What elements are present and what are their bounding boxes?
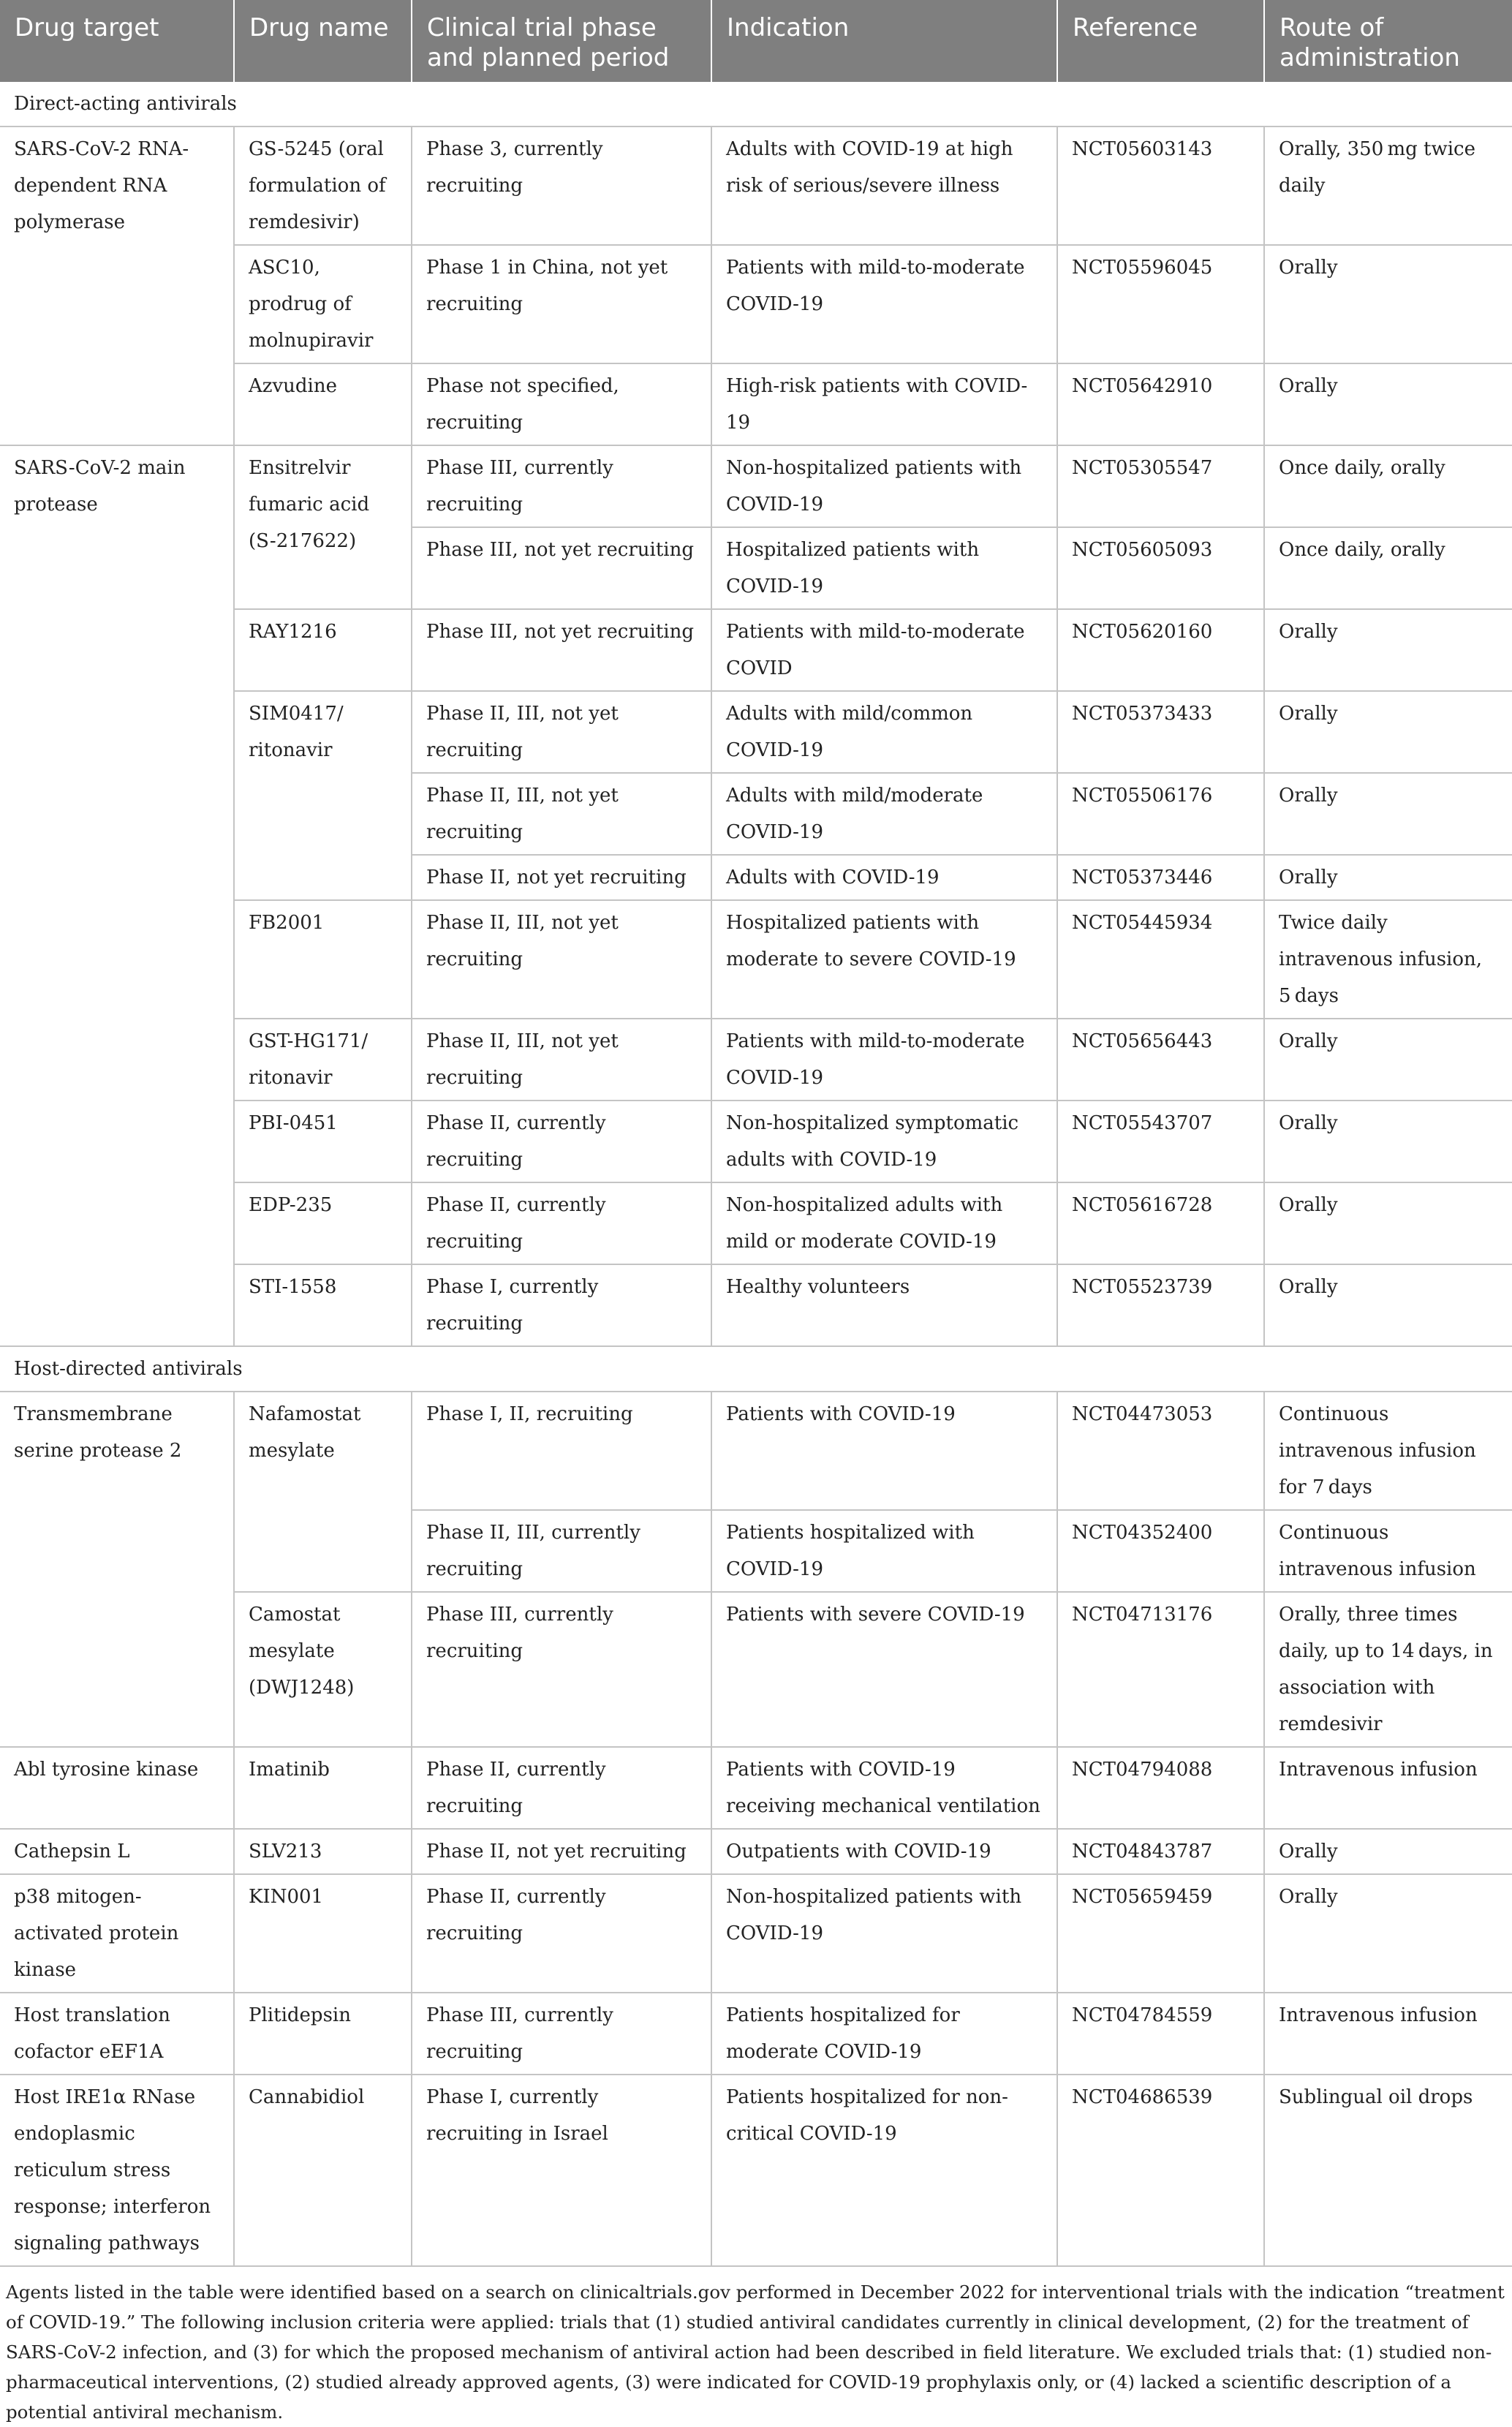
section-row [0, 82, 1512, 127]
indication-cell: Adults with COVID-19 at high risk of serious/severe illness [711, 127, 1057, 245]
phase-cell: Phase I, II, recruiting [412, 1392, 711, 1510]
drug-target-cell: Host IRE1α RNase endoplasmic reticulum stress response; interferon signaling pathways [0, 2075, 234, 2266]
drug-name-cell: Cannabidiol [234, 2075, 412, 2266]
drug-target-cell: Host translation cofactor eEF1A [0, 1993, 234, 2075]
reference-cell: NCT05373433 [1057, 691, 1264, 773]
phase-cell: Phase II, III, not yet recruiting [412, 900, 711, 1019]
route-cell: Twice daily intravenous infusion, 5 days [1264, 900, 1512, 1019]
drug-target-cell: Abl tyrosine kinase [0, 1747, 234, 1829]
route-cell: Orally [1264, 609, 1512, 691]
indication-cell: Patients with mild-to-moderate COVID-19 [711, 1019, 1057, 1101]
indication-cell: Adults with COVID-19 [711, 855, 1057, 900]
phase-cell: Phase III, not yet recruiting [412, 609, 711, 691]
route-cell: Orally [1264, 1101, 1512, 1182]
reference-cell: NCT05620160 [1057, 609, 1264, 691]
indication-cell: Hospitalized patients with COVID-19 [711, 527, 1057, 609]
reference-cell: NCT05616728 [1057, 1182, 1264, 1264]
reference-cell: NCT05603143 [1057, 127, 1264, 245]
reference-cell: NCT05605093 [1057, 527, 1264, 609]
phase-cell: Phase II, not yet recruiting [412, 855, 711, 900]
table-row [0, 445, 1512, 527]
header-phase: Clinical trial phase and planned period [412, 0, 711, 82]
drug-target-cell: Cathepsin L [0, 1829, 234, 1874]
route-cell: Once daily, orally [1264, 527, 1512, 609]
reference-cell: NCT05506176 [1057, 773, 1264, 855]
phase-cell: Phase II, currently recruiting [412, 1747, 711, 1829]
indication-cell: High-risk patients with COVID-19 [711, 363, 1057, 445]
header-drug-target: Drug target [0, 0, 234, 82]
phase-cell: Phase I, currently recruiting [412, 1264, 711, 1346]
table-row [0, 1874, 1512, 1993]
drug-name-cell: EDP-235 [234, 1182, 412, 1264]
reference-cell: NCT05373446 [1057, 855, 1264, 900]
drug-name-cell: ASC10, prodrug of molnupiravir [234, 245, 412, 363]
drug-target-cell: SARS-CoV-2 main protease [0, 445, 234, 1346]
drug-target-cell: p38 mitogen-activated protein kinase [0, 1874, 234, 1993]
header-reference: Reference [1057, 0, 1264, 82]
phase-cell: Phase III, currently recruiting [412, 445, 711, 527]
reference-cell: NCT05596045 [1057, 245, 1264, 363]
phase-cell: Phase II, III, not yet recruiting [412, 773, 711, 855]
route-cell: Orally [1264, 1874, 1512, 1993]
drug-name-cell: Plitidepsin [234, 1993, 412, 2075]
route-cell: Sublingual oil drops [1264, 2075, 1512, 2266]
route-cell: Intravenous infusion [1264, 1993, 1512, 2075]
indication-cell: Adults with mild/moderate COVID-19 [711, 773, 1057, 855]
indication-cell: Non-hospitalized patients with COVID-19 [711, 1874, 1057, 1993]
reference-cell: NCT04473053 [1057, 1392, 1264, 1510]
route-cell: Orally [1264, 1264, 1512, 1346]
phase-cell: Phase III, currently recruiting [412, 1592, 711, 1747]
reference-cell: NCT05543707 [1057, 1101, 1264, 1182]
phase-cell: Phase II, currently recruiting [412, 1101, 711, 1182]
header-indication: Indication [711, 0, 1057, 82]
drug-name-cell: FB2001 [234, 900, 412, 1019]
table-header [0, 0, 1512, 82]
route-cell: Orally [1264, 1182, 1512, 1264]
reference-cell: NCT05523739 [1057, 1264, 1264, 1346]
phase-cell: Phase III, not yet recruiting [412, 527, 711, 609]
route-cell: Continuous intravenous infusion [1264, 1510, 1512, 1592]
phase-cell: Phase I, currently recruiting in Israel [412, 2075, 711, 2266]
route-cell: Orally [1264, 1019, 1512, 1101]
indication-cell: Patients with mild-to-moderate COVID-19 [711, 245, 1057, 363]
drug-name-cell: Nafamostat mesylate [234, 1392, 412, 1592]
reference-cell: NCT04784559 [1057, 1993, 1264, 2075]
table-row [0, 127, 1512, 245]
phase-cell: Phase II, III, not yet recruiting [412, 1019, 711, 1101]
table-row [0, 1392, 1512, 1510]
indication-cell: Patients with severe COVID-19 [711, 1592, 1057, 1747]
drug-name-cell: Imatinib [234, 1747, 412, 1829]
route-cell: Once daily, orally [1264, 445, 1512, 527]
drug-target-cell: Transmembrane serine protease 2 [0, 1392, 234, 1747]
reference-cell: NCT05642910 [1057, 363, 1264, 445]
reference-cell: NCT04686539 [1057, 2075, 1264, 2266]
drug-name-cell: GST-HG171/ ritonavir [234, 1019, 412, 1101]
indication-cell: Non-hospitalized symptomatic adults with COVID-19 [711, 1101, 1057, 1182]
table-row [0, 1829, 1512, 1874]
route-cell: Orally [1264, 855, 1512, 900]
route-cell: Orally [1264, 363, 1512, 445]
drug-name-cell: Azvudine [234, 363, 412, 445]
route-cell: Intravenous infusion [1264, 1747, 1512, 1829]
drug-name-cell: PBI-0451 [234, 1101, 412, 1182]
header-row [0, 0, 1512, 82]
table-row [0, 1993, 1512, 2075]
route-cell: Continuous intravenous infusion for 7 days [1264, 1392, 1512, 1510]
route-cell: Orally [1264, 691, 1512, 773]
table-row [0, 2075, 1512, 2266]
header-route: Route of administration [1264, 0, 1512, 82]
drug-name-cell: SLV213 [234, 1829, 412, 1874]
indication-cell: Adults with mild/common COVID-19 [711, 691, 1057, 773]
route-cell: Orally [1264, 245, 1512, 363]
phase-cell: Phase III, currently recruiting [412, 1993, 711, 2075]
table-body [0, 82, 1512, 2266]
indication-cell: Patients hospitalized with COVID-19 [711, 1510, 1057, 1592]
drug-name-cell: Ensitrelvir fumaric acid (S-217622) [234, 445, 412, 609]
indication-cell: Outpatients with COVID-19 [711, 1829, 1057, 1874]
reference-cell: NCT04352400 [1057, 1510, 1264, 1592]
drug-name-cell: RAY1216 [234, 609, 412, 691]
route-cell: Orally, three times daily, up to 14 days, in association with remdesivir [1264, 1592, 1512, 1747]
phase-cell: Phase 3, currently recruiting [412, 127, 711, 245]
drug-name-cell: Camostat mesylate (DWJ1248) [234, 1592, 412, 1747]
indication-cell: Non-hospitalized adults with mild or moderate COVID-19 [711, 1182, 1057, 1264]
indication-cell: Healthy volunteers [711, 1264, 1057, 1346]
indication-cell: Patients hospitalized for moderate COVID-19 [711, 1993, 1057, 2075]
phase-cell: Phase II, III, currently recruiting [412, 1510, 711, 1592]
drug-name-cell: KIN001 [234, 1874, 412, 1993]
table-row [0, 1747, 1512, 1829]
route-cell: Orally [1264, 1829, 1512, 1874]
indication-cell: Hospitalized patients with moderate to severe COVID-19 [711, 900, 1057, 1019]
drug-name-cell: STI-1558 [234, 1264, 412, 1346]
section-row [0, 1346, 1512, 1392]
section-label: Direct-acting antivirals [0, 82, 1512, 127]
reference-cell: NCT05305547 [1057, 445, 1264, 527]
reference-cell: NCT05445934 [1057, 900, 1264, 1019]
route-cell: Orally, 350 mg twice daily [1264, 127, 1512, 245]
indication-cell: Patients with mild-to-moderate COVID [711, 609, 1057, 691]
phase-cell: Phase not specified, recruiting [412, 363, 711, 445]
reference-cell: NCT04794088 [1057, 1747, 1264, 1829]
reference-cell: NCT04843787 [1057, 1829, 1264, 1874]
phase-cell: Phase II, III, not yet recruiting [412, 691, 711, 773]
phase-cell: Phase II, currently recruiting [412, 1182, 711, 1264]
indication-cell: Patients with COVID-19 receiving mechanical ventilation [711, 1747, 1057, 1829]
reference-cell: NCT05659459 [1057, 1874, 1264, 1993]
drug-target-cell: SARS-CoV-2 RNA-dependent RNA polymerase [0, 127, 234, 445]
drug-name-cell: SIM0417/ ritonavir [234, 691, 412, 900]
header-drug-name: Drug name [234, 0, 412, 82]
reference-cell: NCT04713176 [1057, 1592, 1264, 1747]
indication-cell: Non-hospitalized patients with COVID-19 [711, 445, 1057, 527]
reference-cell: NCT05656443 [1057, 1019, 1264, 1101]
route-cell: Orally [1264, 773, 1512, 855]
phase-cell: Phase 1 in China, not yet recruiting [412, 245, 711, 363]
section-label: Host-directed antivirals [0, 1346, 1512, 1392]
indication-cell: Patients hospitalized for non-critical COVID-19 [711, 2075, 1057, 2266]
table-footnote: Agents listed in the table were identified based on a search on clinicaltrials.gov performed in December 2022 for interventional trials with the indication “treatment of COVID-19.” The following inclusion criteria were applied: trials that (1) studied antiviral candidates currently in clinical development, (2) for the treatment of SARS-CoV-2 infection, and (3) for which the proposed mechanism of antiviral action had been described in field literature. We excluded trials that: (1) studied non-pharmaceutical interventions, (2) studied already approved agents, (3) were indicated for COVID-19 prophylaxis only, or (4) lacked a scientific description of a potential antiviral mechanism. [6, 2281, 1505, 2423]
indication-cell: Patients with COVID-19 [711, 1392, 1057, 1510]
phase-cell: Phase II, not yet recruiting [412, 1829, 711, 1874]
drug-name-cell: GS-5245 (oral formulation of remdesivir) [234, 127, 412, 245]
phase-cell: Phase II, currently recruiting [412, 1874, 711, 1993]
